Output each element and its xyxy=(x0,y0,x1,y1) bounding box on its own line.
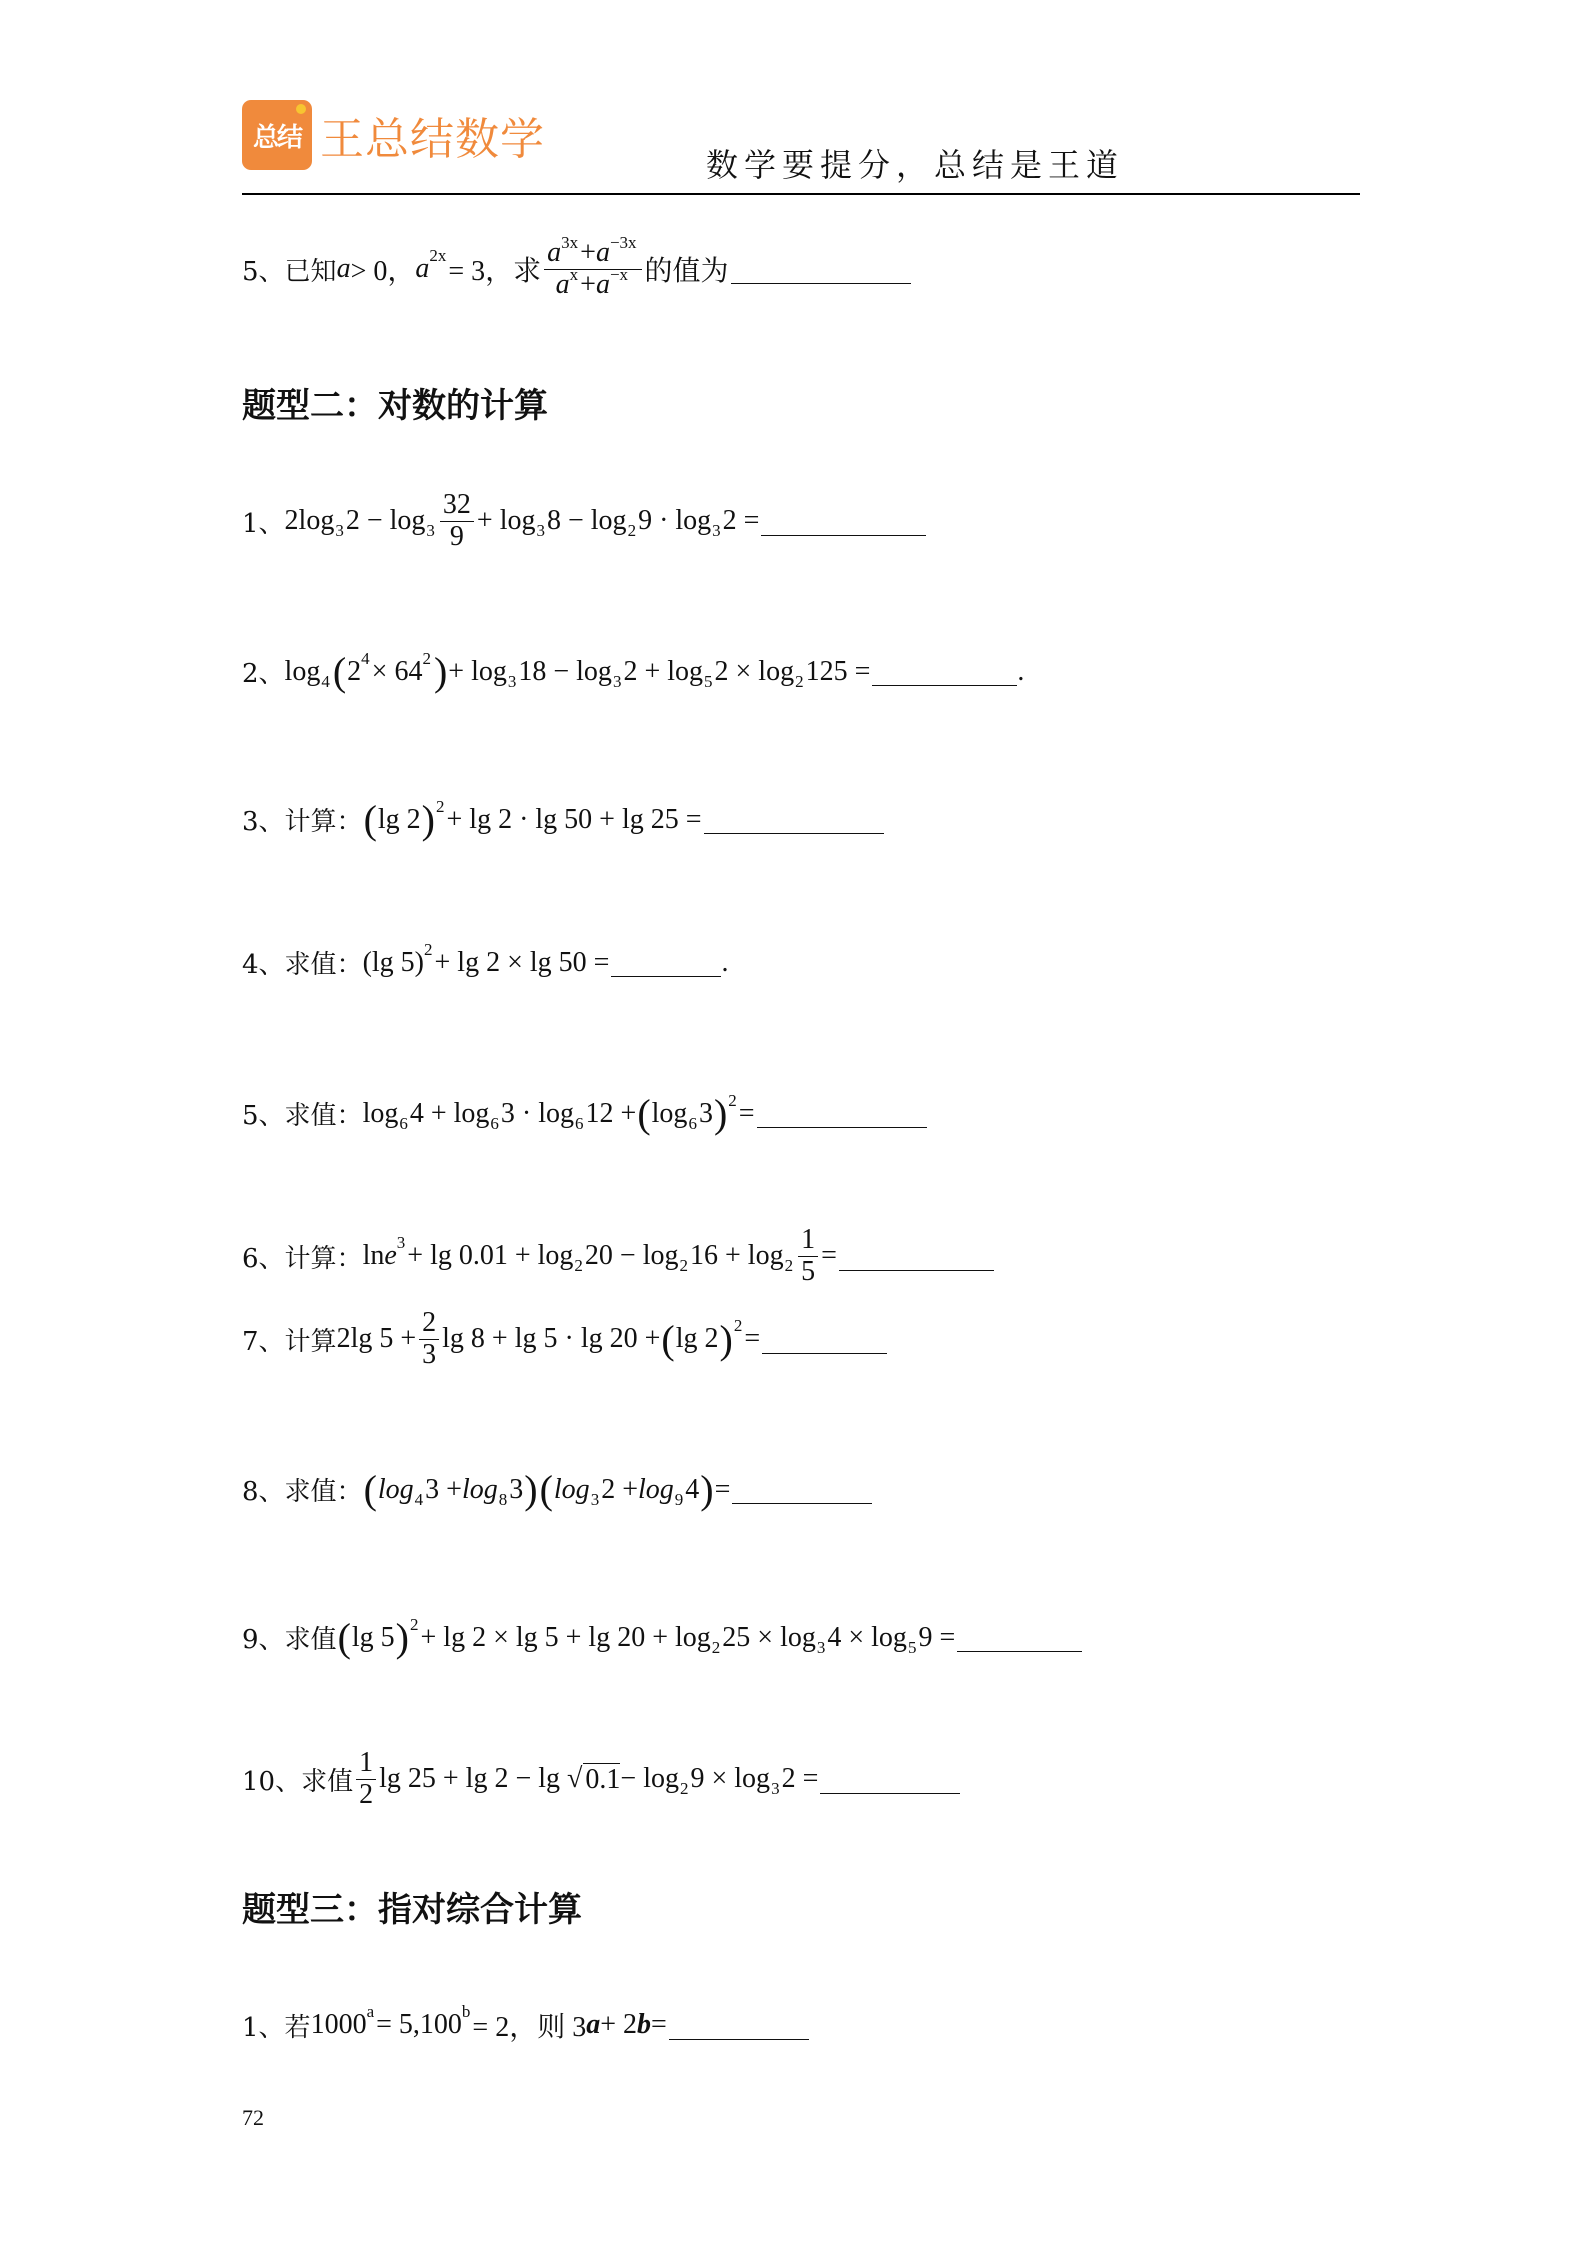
math-text: 1 xyxy=(359,1747,374,1778)
superscript: 3x xyxy=(561,233,579,252)
math-text: lg 5 xyxy=(351,1621,395,1653)
answer-blank[interactable] xyxy=(839,1242,994,1271)
problem-log-6 xyxy=(242,1225,994,1288)
denominator xyxy=(356,1780,376,1811)
brand-logo xyxy=(242,100,545,170)
math-text: 4 × log xyxy=(827,1621,907,1653)
problem-number: 4、 xyxy=(242,950,285,980)
math-text: 3 + xyxy=(425,1473,462,1505)
subscript: 5 xyxy=(704,671,713,691)
superscript: 2 xyxy=(436,796,445,816)
problem-prefix: 求值： xyxy=(284,950,363,980)
math-text: = xyxy=(714,1473,731,1505)
problem-prefix: 求值： xyxy=(284,1477,363,1507)
superscript: 2 xyxy=(422,648,431,668)
parenthesis: ( xyxy=(539,1467,553,1512)
math-variable: b xyxy=(637,2009,651,2040)
math-variable: a xyxy=(586,2009,601,2040)
subscript: 3 xyxy=(536,521,545,541)
math-text: = xyxy=(738,1097,755,1129)
math-text: + log xyxy=(476,505,536,537)
parenthesis: ( xyxy=(363,1467,377,1512)
answer-blank[interactable] xyxy=(820,1765,960,1794)
problem-number: 1、 xyxy=(242,2012,285,2043)
fraction xyxy=(356,1748,376,1811)
subscript: 6 xyxy=(399,1113,408,1133)
math-text: 3 · log xyxy=(500,1097,575,1129)
subscript: 4 xyxy=(414,1489,424,1509)
problem-number: 9、 xyxy=(242,1625,285,1655)
math-text: × 64 xyxy=(371,655,423,687)
problem-log-10 xyxy=(242,1748,960,1811)
parenthesis: ) xyxy=(421,797,435,842)
problem-log-4 xyxy=(242,939,729,981)
math-text: 3 xyxy=(509,1473,524,1505)
math-text: > 0， xyxy=(350,256,416,288)
superscript: 2x xyxy=(429,246,447,266)
math-variable: log xyxy=(461,1473,498,1505)
problem-number: 6、 xyxy=(242,1243,285,1274)
math-text: + xyxy=(580,237,596,268)
math-text: 32 xyxy=(442,489,471,520)
subscript: 2 xyxy=(574,1256,583,1276)
math-text: 2 xyxy=(347,655,362,687)
math-text: + lg 2 · lg 50 + lg 25 = xyxy=(446,803,702,835)
math-text: log xyxy=(651,1097,688,1129)
math-variable: log xyxy=(637,1473,674,1505)
problem-number: 3、 xyxy=(242,807,285,837)
math-text: 2 = xyxy=(781,1763,819,1795)
header-slogan: 数学要提分，总结是王道 xyxy=(706,146,1125,184)
math-variable: a xyxy=(547,237,562,268)
math-text: lg 2 xyxy=(675,1323,719,1355)
parenthesis: ) xyxy=(700,1467,714,1512)
answer-blank[interactable] xyxy=(669,2011,809,2040)
math-text: 25 × log xyxy=(722,1621,816,1653)
math-text: = xyxy=(651,2009,667,2040)
subscript: 5 xyxy=(907,1637,917,1657)
problem-prefix: 计算： xyxy=(284,1243,363,1274)
math-text: 20 − log xyxy=(584,1240,679,1272)
math-text: + log xyxy=(448,655,507,687)
math-variable: log xyxy=(377,1473,414,1505)
parenthesis: ( xyxy=(332,649,347,694)
math-text: 2 + xyxy=(601,1473,638,1505)
superscript: 2 xyxy=(728,1090,737,1110)
problem-exp-5 xyxy=(242,233,911,301)
denominator xyxy=(419,1340,439,1371)
superscript: a xyxy=(366,2002,375,2021)
subscript: 3 xyxy=(507,671,517,691)
math-variable: a xyxy=(595,268,610,300)
subscript: 3 xyxy=(612,671,622,691)
section-heading-combined: 题型三：指对综合计算 xyxy=(242,1890,582,1930)
problem-prefix: 计算 xyxy=(284,1326,337,1357)
math-text: lg 2 xyxy=(377,803,421,835)
subscript: 3 xyxy=(771,1779,780,1799)
superscript: −x xyxy=(609,264,629,284)
subscript: 6 xyxy=(575,1113,584,1133)
problem-number: 2、 xyxy=(242,659,285,689)
fraction xyxy=(798,1225,818,1288)
math-text: 9 · log xyxy=(638,505,712,537)
math-variable: a xyxy=(415,253,430,285)
page-number: 72 xyxy=(242,2105,264,2130)
math-text: 2 × log xyxy=(714,655,795,687)
math-text: = xyxy=(744,1323,761,1355)
problem-prefix: 求值 xyxy=(284,1625,337,1655)
math-text: 9 xyxy=(449,520,464,552)
answer-blank[interactable] xyxy=(731,255,911,284)
problem-log-3 xyxy=(242,796,884,843)
math-text: + xyxy=(580,268,596,300)
math-text: = 3，求 xyxy=(448,256,542,288)
parenthesis: ) xyxy=(713,1091,728,1136)
problem-prefix: 求值： xyxy=(284,1101,363,1131)
problem-number: 1、 xyxy=(242,508,285,539)
denominator xyxy=(798,1257,818,1288)
problem-number: 5、 xyxy=(242,1101,285,1131)
math-text: = 2，则 3 xyxy=(472,2012,587,2043)
problem-log-7 xyxy=(242,1308,887,1371)
math-text: 3 xyxy=(422,1338,437,1370)
superscript: 4 xyxy=(361,648,370,668)
math-text: 9 × log xyxy=(690,1763,771,1795)
parenthesis: ) xyxy=(524,1467,538,1512)
problem-log-2 xyxy=(242,648,1024,695)
math-text: 8 − log xyxy=(546,505,627,537)
math-text: 4 + log xyxy=(409,1097,490,1129)
superscript: 2 xyxy=(410,1614,419,1634)
math-text: = xyxy=(821,1240,837,1272)
math-text: 2lg 5 + xyxy=(336,1323,417,1355)
numerator xyxy=(798,1225,818,1257)
subscript: 4 xyxy=(321,671,330,691)
math-text: 5 xyxy=(801,1255,816,1287)
math-text: 4 xyxy=(685,1473,700,1505)
problem-log-5 xyxy=(242,1090,927,1137)
answer-blank[interactable] xyxy=(761,507,926,536)
math-text: 的值为 xyxy=(644,256,729,288)
problem-prefix: 已知 xyxy=(284,256,337,287)
math-variable: e xyxy=(384,1240,397,1272)
problem-combined-1 xyxy=(242,2002,809,2045)
trailing-period: . xyxy=(1017,655,1025,687)
math-text: + lg 2 × lg 50 = xyxy=(434,946,610,978)
superscript: 3 xyxy=(396,1233,406,1253)
problem-number: 7、 xyxy=(242,1326,285,1357)
answer-blank[interactable] xyxy=(611,948,721,977)
problem-number: 5、 xyxy=(242,256,285,287)
logo-text: 王总结数学 xyxy=(320,114,545,165)
problem-prefix: 求值 xyxy=(301,1766,354,1797)
parenthesis: ( xyxy=(337,1615,351,1660)
subscript: 6 xyxy=(490,1113,499,1133)
numerator xyxy=(440,490,474,522)
parenthesis: ) xyxy=(433,649,448,694)
math-text: lg 25 + lg 2 − lg √ xyxy=(379,1763,583,1795)
math-text: = 5,100 xyxy=(376,2009,462,2040)
math-text: + 2 xyxy=(600,2009,637,2040)
parenthesis: ( xyxy=(637,1091,651,1136)
math-text: 2 xyxy=(359,1778,374,1810)
header-divider xyxy=(242,193,1360,195)
superscript: −3x xyxy=(609,233,637,252)
problem-log-9 xyxy=(242,1614,1082,1661)
math-variable: log xyxy=(553,1473,590,1505)
math-text: 9 = xyxy=(918,1621,956,1653)
parenthesis: ) xyxy=(719,1316,733,1362)
math-text: 12 + xyxy=(585,1097,637,1129)
section-heading-log: 题型二：对数的计算 xyxy=(242,386,548,426)
subscript: 3 xyxy=(426,521,435,541)
math-text: 16 + log xyxy=(690,1240,784,1272)
subscript: 2 xyxy=(711,1637,721,1657)
math-text: 2 xyxy=(422,1307,437,1338)
fraction xyxy=(419,1308,439,1371)
answer-blank[interactable] xyxy=(762,1325,887,1354)
math-variable: a xyxy=(595,237,610,268)
superscript: b xyxy=(461,2002,471,2021)
logo-badge: 总结 xyxy=(242,100,312,170)
subscript: 2 xyxy=(679,1256,688,1276)
math-text: lg 8 + lg 5 · lg 20 + xyxy=(442,1323,661,1355)
parenthesis: ) xyxy=(395,1615,409,1660)
subscript: 2 xyxy=(679,1779,689,1799)
superscript: x xyxy=(569,264,579,284)
math-text: log xyxy=(284,655,321,687)
radicand: 0.1 xyxy=(585,1763,621,1795)
math-text: 2log xyxy=(284,505,335,537)
problem-log-8 xyxy=(242,1466,872,1513)
math-text: (lg 5) xyxy=(362,946,424,978)
superscript: 2 xyxy=(733,1316,743,1336)
numerator xyxy=(419,1308,439,1340)
subscript: 2 xyxy=(627,521,637,541)
subscript: 3 xyxy=(335,521,344,541)
problem-prefix: 计算： xyxy=(284,807,363,837)
answer-blank[interactable] xyxy=(704,805,884,834)
parenthesis: ( xyxy=(661,1316,675,1362)
denominator xyxy=(447,522,467,553)
subscript: 6 xyxy=(688,1113,697,1133)
math-text: 18 − log xyxy=(518,655,612,687)
math-variable: a xyxy=(555,268,570,300)
math-variable: a xyxy=(336,253,351,285)
answer-blank[interactable] xyxy=(957,1623,1082,1652)
problem-log-1 xyxy=(242,490,926,553)
problem-number: 8、 xyxy=(242,1477,285,1507)
superscript: 2 xyxy=(424,939,433,959)
math-text: + lg 0.01 + log xyxy=(407,1240,574,1272)
fraction xyxy=(440,490,474,553)
math-text: log xyxy=(362,1097,399,1129)
problem-number: 10、 xyxy=(242,1766,302,1797)
math-text: + lg 2 × lg 5 + lg 20 + log xyxy=(420,1621,711,1653)
problem-prefix: 若 xyxy=(284,2012,311,2043)
subscript: 3 xyxy=(816,1637,826,1657)
fraction xyxy=(544,233,641,301)
math-text: − log xyxy=(620,1763,679,1795)
parenthesis: ( xyxy=(363,797,377,842)
math-text: 1000 xyxy=(310,2009,367,2040)
answer-blank[interactable] xyxy=(872,657,1017,686)
math-text: ln xyxy=(362,1240,385,1272)
math-text: 2 − log xyxy=(345,505,426,537)
subscript: 3 xyxy=(712,521,721,541)
math-text: 2 + log xyxy=(623,655,704,687)
subscript: 8 xyxy=(498,1489,508,1509)
subscript: 9 xyxy=(674,1489,684,1509)
subscript: 2 xyxy=(795,671,804,691)
math-text: 2 = xyxy=(722,505,760,537)
math-text: 125 = xyxy=(805,655,871,687)
numerator xyxy=(356,1748,376,1780)
answer-blank[interactable] xyxy=(732,1475,872,1504)
subscript: 2 xyxy=(784,1256,794,1276)
answer-blank[interactable] xyxy=(757,1099,927,1128)
math-text: 3 xyxy=(698,1097,713,1129)
trailing-period: . xyxy=(721,946,729,978)
subscript: 3 xyxy=(590,1489,600,1509)
denominator xyxy=(553,264,633,301)
math-text: 1 xyxy=(801,1224,816,1255)
